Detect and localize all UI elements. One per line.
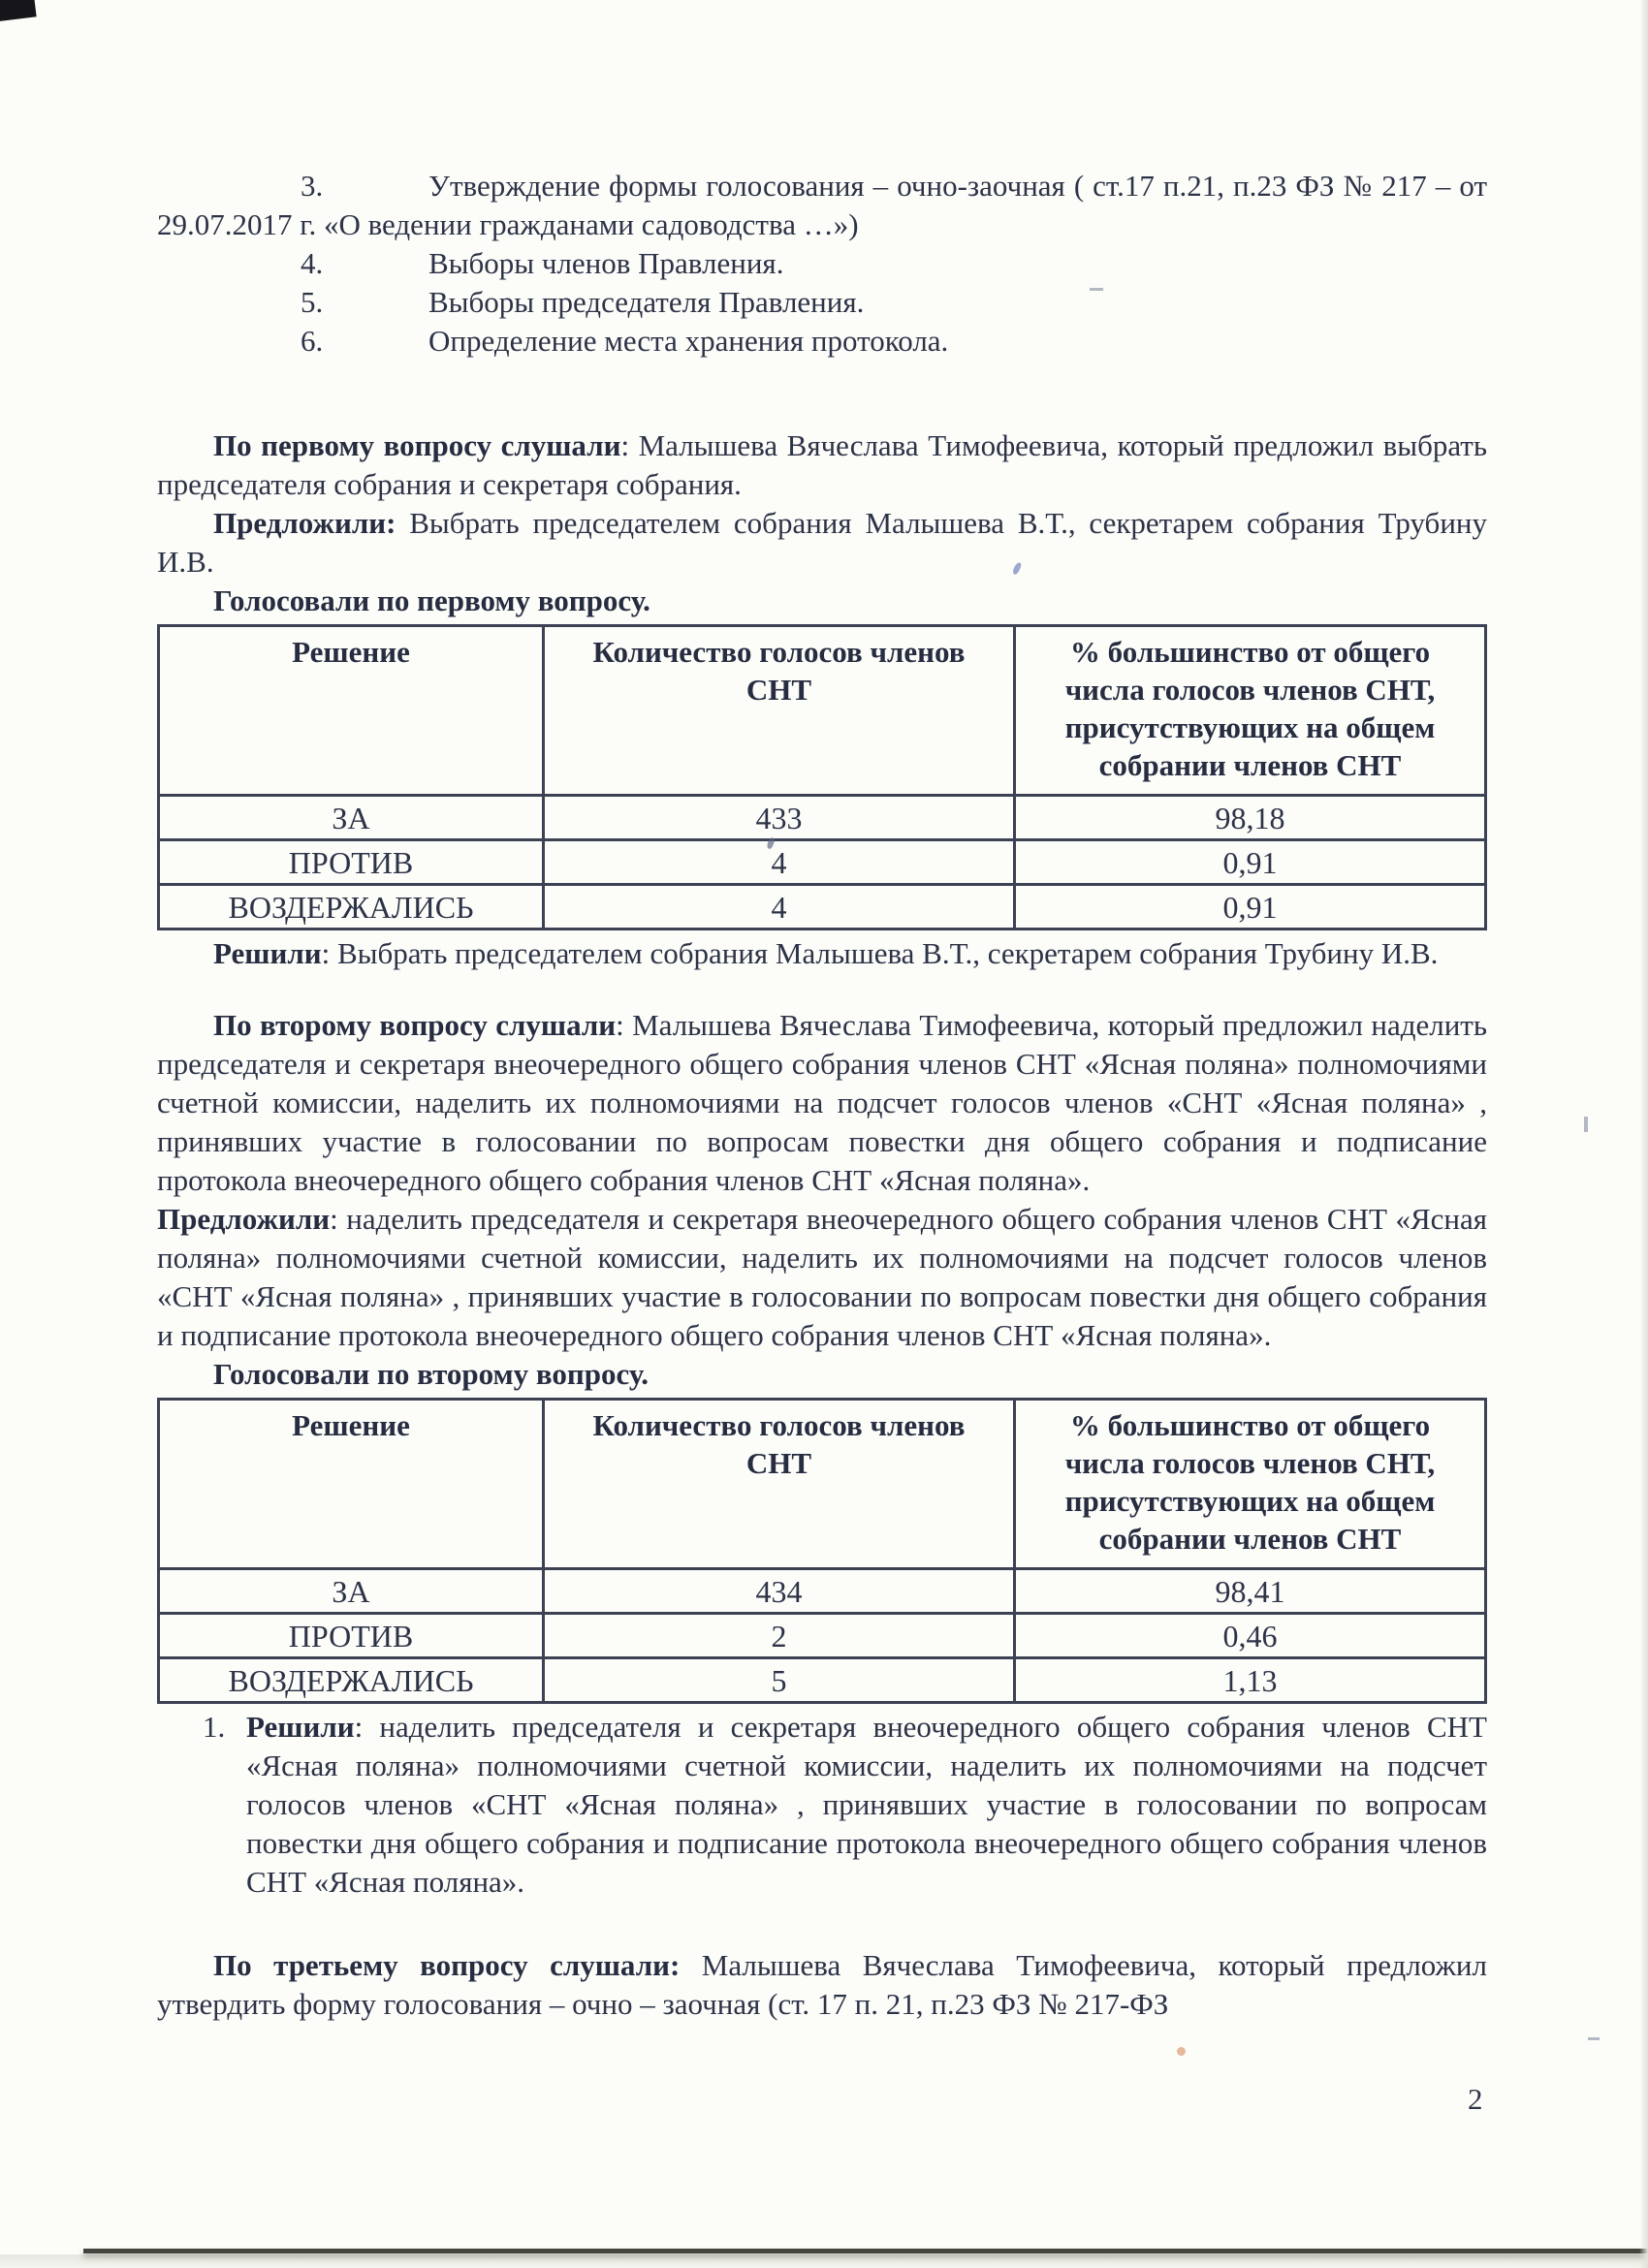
scan-speck xyxy=(1584,1117,1588,1132)
vote-table-1-header-percent: % большинство от общего числа голосов членов СНТ, присутствующих на общем собрании членов СНТ xyxy=(1014,626,1485,796)
agenda-item-4-text: Выборы членов Правления. xyxy=(428,246,784,280)
vote2-row-za-percent: 98,41 xyxy=(1014,1569,1485,1614)
table-header-row xyxy=(159,626,1486,796)
question2-heard-label: По второму вопросу слушали xyxy=(213,1008,617,1042)
agenda-item-3 xyxy=(157,167,1487,244)
agenda-item-3-continuation: – от 29.07.2017 г. «О ведении гражданами садоводства …») xyxy=(157,169,1488,241)
question2-heard-text: : Малышева Вячеслава Тимофеевича, который предложил наделить председателя и секретаря внеочередного общего собрания членов СНТ «Ясная поляна» полномочиями счетной комиссии, наделить их полномочиями на подсчет голосов членов «СНТ «Ясная поляна» , принявших участие в голосовании по вопросам повестки дня общего собрания и подписание протокола внеочередного общего собрания членов СНТ «Ясная поляна». xyxy=(157,1008,1487,1197)
vote-table-2 xyxy=(157,1398,1487,1704)
vote2-row-za-votes: 434 xyxy=(544,1569,1015,1614)
agenda-item-6-text: Определение места хранения протокола. xyxy=(428,324,949,358)
section-gap xyxy=(157,973,1487,1006)
question1-vote-title: Голосовали по первому вопросу. xyxy=(213,583,650,617)
question3-heard-label: По третьему вопросу слушали: xyxy=(213,1948,681,1982)
vote2-row-protiv-votes: 2 xyxy=(544,1614,1015,1658)
vote2-row-vozderzhalis-decision: ВОЗДЕРЖАЛИСЬ xyxy=(159,1658,544,1703)
vote1-row-za-percent: 98,18 xyxy=(1014,796,1485,840)
table-row xyxy=(159,885,1486,929)
agenda-item-5-number: 5. xyxy=(301,285,324,319)
vote1-row-vozderzhalis-votes: 4 xyxy=(544,885,1015,929)
agenda-item-6-number: 6. xyxy=(301,324,324,358)
vote1-row-protiv-decision: ПРОТИВ xyxy=(159,840,544,885)
agenda-item-5-text: Выборы председателя Правления. xyxy=(428,285,865,319)
vote2-row-vozderzhalis-percent: 1,13 xyxy=(1014,1658,1485,1703)
vote-table-2-header-percent: % большинство от общего числа голосов членов СНТ, присутствующих на общем собрании членов СНТ xyxy=(1014,1400,1485,1569)
question2-proposed-paragraph xyxy=(157,1200,1487,1355)
table-row xyxy=(159,1658,1486,1703)
page-number: 2 xyxy=(1468,2082,1483,2116)
table-row xyxy=(159,1614,1486,1658)
vote-table-1 xyxy=(157,624,1487,930)
scan-bottom-haze xyxy=(0,2254,1648,2268)
agenda-item-3-number: 3. xyxy=(301,169,324,203)
question2-resolved-label: Решили xyxy=(246,1710,355,1744)
question2-proposed-text: : наделить председателя и секретаря внеочередного общего собрания членов СНТ «Ясная поляна» полномочиями счетной комиссии, наделить их полномочиями на подсчет голосов членов «СНТ «Ясная поляна» , принявших участие в голосовании по вопросам повестки дня общего собрания и подписание протокола внеочередного общего собрания членов СНТ «Ясная поляна». xyxy=(157,1202,1487,1352)
question2-heard-paragraph xyxy=(157,1006,1487,1200)
vote-table-1-header-decision: Решение xyxy=(159,626,544,796)
vote1-row-vozderzhalis-percent: 0,91 xyxy=(1014,885,1485,929)
question2-resolved-text: : наделить председателя и секретаря внеочередного общего собрания членов СНТ «Ясная поляна» полномочиями счетной комиссии, наделить их полномочиями на подсчет голосов членов «СНТ «Ясная поляна» , принявших участие в голосовании по вопросам повестки дня общего собрания и подписание протокола внеочередного общего собрания членов СНТ «Ясная поляна». xyxy=(246,1710,1487,1899)
agenda-item-5 xyxy=(157,283,1487,322)
question2-vote-title: Голосовали по второму вопросу. xyxy=(213,1357,650,1391)
table-row xyxy=(159,1569,1486,1614)
question1-resolved-text: : Выбрать председателем собрания Малышева В.Т., секретарем собрания Трубину И.В. xyxy=(321,936,1439,970)
question1-resolved-paragraph xyxy=(157,934,1487,973)
question1-proposed-label: Предложили: xyxy=(213,506,396,540)
question3-heard-paragraph xyxy=(157,1946,1487,2024)
question1-heard-paragraph xyxy=(157,426,1487,504)
question2-proposed-label: Предложили xyxy=(157,1202,331,1236)
question1-resolved-label: Решили xyxy=(213,936,322,970)
agenda-item-4-number: 4. xyxy=(301,246,324,280)
scan-speck xyxy=(1588,2037,1600,2040)
scan-speck xyxy=(1177,2047,1186,2056)
table-header-row xyxy=(159,1400,1486,1569)
question1-heard-text: : Малышева Вячеслава Тимофеевича, который предложил выбрать председателя собрания и секретаря собрания. xyxy=(157,428,1487,501)
vote1-row-za-decision: ЗА xyxy=(159,796,544,840)
vote2-row-protiv-decision: ПРОТИВ xyxy=(159,1614,544,1658)
document-content xyxy=(157,167,1487,2024)
scan-speck xyxy=(1090,288,1103,291)
scan-right-edge-haze xyxy=(1639,0,1648,2268)
vote2-row-za-decision: ЗА xyxy=(159,1569,544,1614)
vote-table-2-header-decision: Решение xyxy=(159,1400,544,1569)
question2-resolved-number: 1. xyxy=(203,1710,226,1744)
section-gap xyxy=(157,1902,1487,1946)
scan-bottom-edge-line xyxy=(83,2249,1648,2253)
scan-corner-blot xyxy=(0,0,37,22)
question1-proposed-paragraph xyxy=(157,504,1487,582)
agenda-item-4 xyxy=(157,244,1487,283)
question3-heard-text: Малышева Вячеслава Тимофеевича, который предложил утвердить форму голосования – очно – заочная (ст. 17 п. 21, п.23 ФЗ № 217-ФЗ xyxy=(157,1948,1487,2021)
section-gap xyxy=(157,361,1487,426)
vote-table-1-header-votes: Количество голосов членов СНТ xyxy=(544,626,1015,796)
vote-table-2-header-votes: Количество голосов членов СНТ xyxy=(544,1400,1015,1569)
question1-heard-label: По первому вопросу слушали xyxy=(213,428,621,462)
table-row xyxy=(159,840,1486,885)
vote1-row-protiv-votes: 4 xyxy=(544,840,1015,885)
vote2-row-vozderzhalis-votes: 5 xyxy=(544,1658,1015,1703)
vote1-row-vozderzhalis-decision: ВОЗДЕРЖАЛИСЬ xyxy=(159,885,544,929)
agenda-item-3-text: Утверждение формы голосования – очно-заочная ( ст.17 п.21, п.23 ФЗ № 217 xyxy=(428,169,1427,203)
table-row xyxy=(159,796,1486,840)
agenda-item-6 xyxy=(157,322,1487,361)
question1-proposed-text: Выбрать председателем собрания Малышева В.Т., секретарем собрания Трубину И.В. xyxy=(157,506,1487,579)
vote2-row-protiv-percent: 0,46 xyxy=(1014,1614,1485,1658)
vote1-row-za-votes: 433 xyxy=(544,796,1015,840)
vote1-row-protiv-percent: 0,91 xyxy=(1014,840,1485,885)
question2-resolved-paragraph xyxy=(157,1708,1487,1902)
